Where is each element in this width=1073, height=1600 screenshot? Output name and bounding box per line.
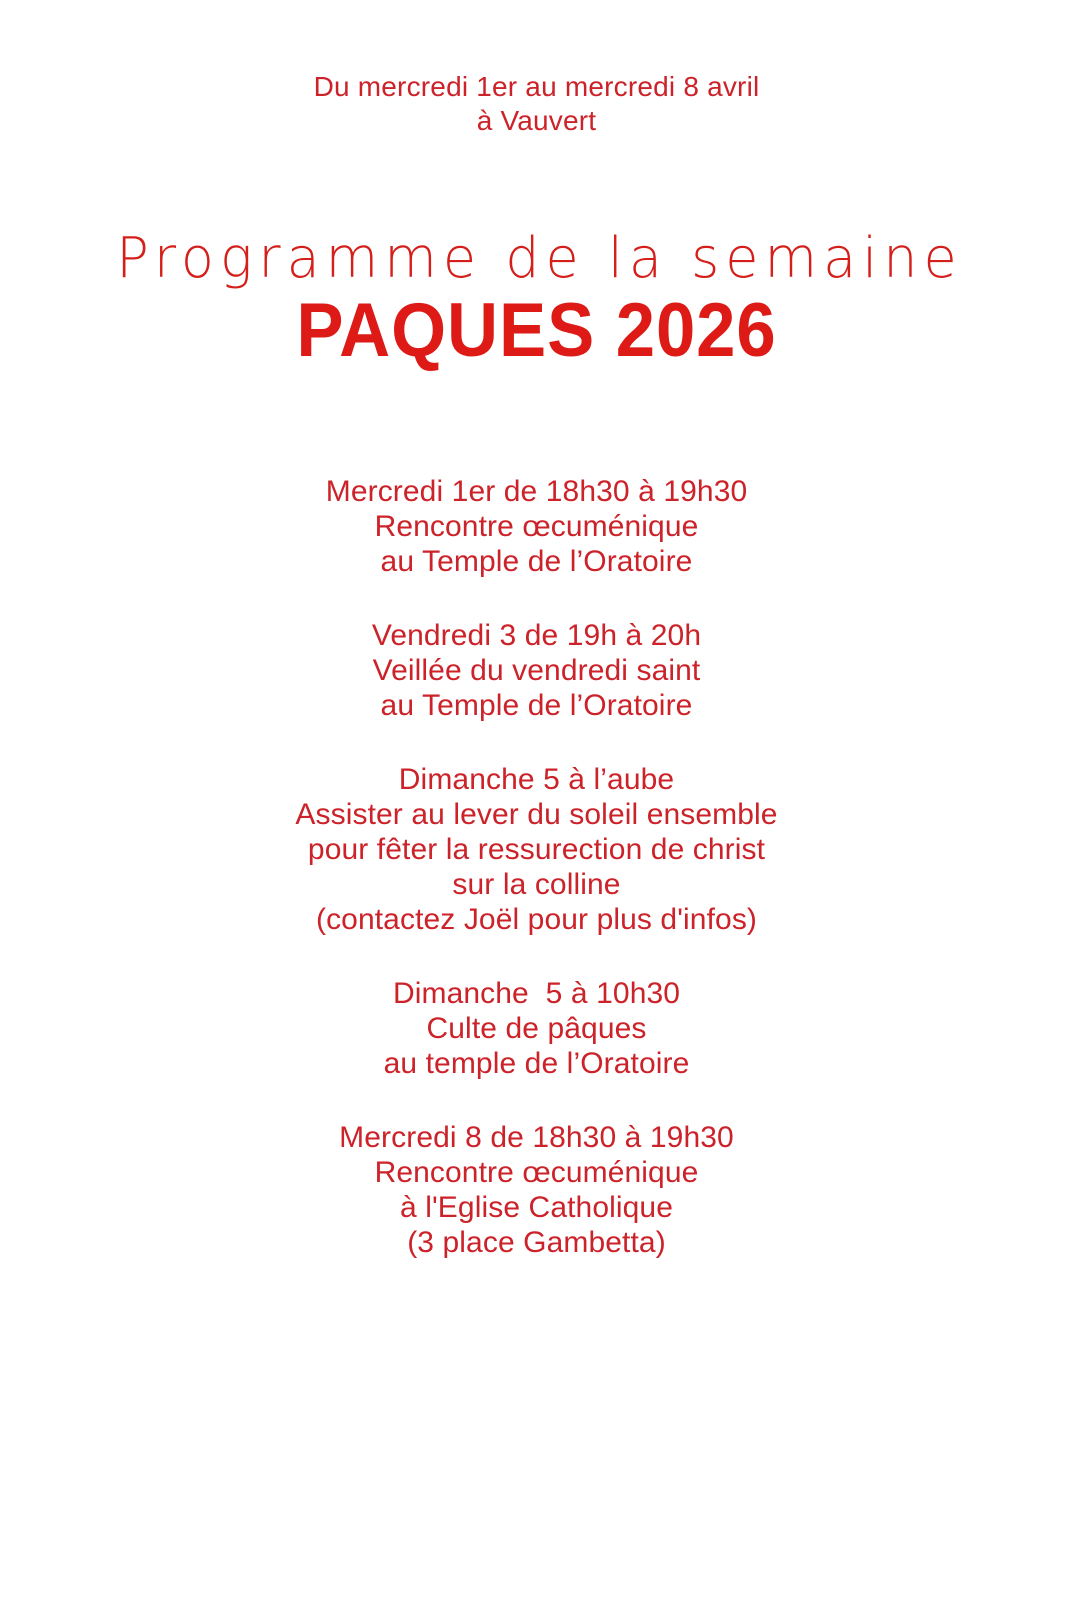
header-date-location xyxy=(0,70,1073,138)
event-block xyxy=(0,762,1073,937)
title-paques-2026: PAQUES 2026 xyxy=(296,288,777,373)
event-list xyxy=(0,474,1073,1260)
event-line: (3 place Gambetta) xyxy=(407,1226,666,1259)
event-line: à l'Eglise Catholique xyxy=(400,1191,673,1224)
event-line: Assister au lever du soleil ensemble xyxy=(295,798,778,831)
event-line: au Temple de l’Oratoire xyxy=(380,689,693,722)
event-block xyxy=(0,976,1073,1081)
event-line: Rencontre œcuménique xyxy=(374,510,699,543)
event-line: Vendredi 3 de 19h à 20h xyxy=(371,619,702,652)
event-line: au temple de l’Oratoire xyxy=(383,1047,690,1080)
header-date-line: Du mercredi 1er au mercredi 8 avril xyxy=(313,71,760,102)
event-block xyxy=(0,1120,1073,1260)
event-block xyxy=(0,474,1073,579)
header-location-line: à Vauvert xyxy=(476,105,597,136)
event-line: Mercredi 8 de 18h30 à 19h30 xyxy=(339,1121,734,1154)
event-line: pour fêter la ressurection de christ xyxy=(307,833,766,866)
event-line: Rencontre œcuménique xyxy=(374,1156,699,1189)
event-line: sur la colline xyxy=(452,868,621,901)
event-line: Dimanche 5 à 10h30 xyxy=(392,977,681,1010)
event-line: Dimanche 5 à l’aube xyxy=(398,763,675,796)
page-title xyxy=(0,226,1073,372)
event-block xyxy=(0,618,1073,723)
event-line: Culte de pâques xyxy=(426,1012,647,1045)
event-line: Mercredi 1er de 18h30 à 19h30 xyxy=(325,475,748,508)
event-line: au Temple de l’Oratoire xyxy=(380,545,693,578)
event-line: Veillée du vendredi saint xyxy=(372,654,701,687)
event-line: (contactez Joël pour plus d'infos) xyxy=(315,903,758,936)
title-programme: Programme de la semaine xyxy=(116,224,963,291)
